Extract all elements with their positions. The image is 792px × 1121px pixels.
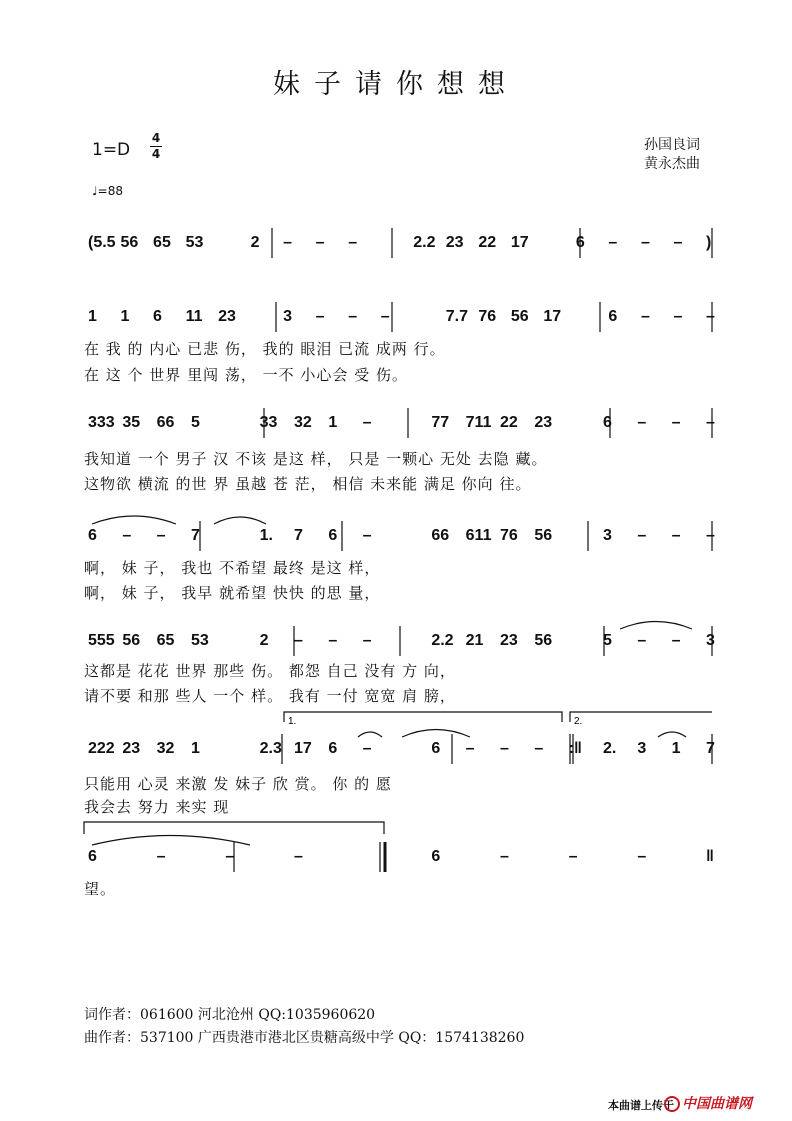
note-token: – [637,414,647,431]
lyric-line-5a: 只能用 心灵 来激 发 妹子 欣 赏。 你 的 愿 [84,775,392,793]
lyric-line-5b: 我会去 努力 来实 现 [84,798,230,816]
note-token: 6 [328,527,338,544]
note-token: – [534,740,544,757]
note-token: 6 [88,527,97,544]
note-token: – [640,308,650,325]
note-token: 23 [122,740,141,757]
note-token: – [500,740,509,757]
note-token: 6 [88,848,97,865]
note-token: 555 [88,632,115,649]
note-token: 3 [283,308,293,325]
note-token: – [465,740,475,757]
note-token: 56 [510,308,529,325]
time-signature-bottom: 4 [151,147,161,161]
note-token: – [315,308,325,325]
note-token: – [673,308,683,325]
note-token: – [637,848,647,865]
note-token: – [671,527,681,544]
note-token: – [706,414,715,431]
composer-info: 曲作者：537100 广西贵港市港北区贵糖高级中学 QQ：1574138260 [84,1030,525,1046]
note-token: – [362,740,372,757]
lyric-line-3a: 啊， 妹 子， 我也 不希望 最终 是这 样， [84,559,381,577]
note-token: – [348,234,358,251]
lyric-line-6a: 望。 [84,880,117,898]
note-token: 77 [431,414,450,431]
lyric-line-4a: 这都是 花花 世界 那些 伤。 都怨 自己 没有 方 向， [84,662,456,680]
note-token: 32 [156,740,175,757]
note-token: 32 [294,414,312,431]
note-token: – [328,632,338,649]
note-token: 7 [294,527,303,544]
upload-text: 本曲谱上传于 [608,1099,674,1112]
site-logo-text: 中国曲谱网 [682,1096,752,1112]
note-token: (5.5 [88,234,116,251]
note-token: – [225,848,235,865]
note-token: – [362,414,372,431]
note-token: 21 [465,632,484,649]
note-token: 6 [608,308,618,325]
note-token: 23 [445,234,464,251]
lyricist-info: 词作者：061600 河北沧州 QQ:1035960620 [84,1007,376,1023]
note-token: 11 [185,308,203,325]
volta-2: 2. [574,716,583,727]
composer-credit: 黄永杰曲 [644,156,700,172]
note-token: 17 [294,740,312,757]
note-token: 17 [543,308,562,325]
lyric-line-2a: 我知道 一个 男子 汉 不该 是这 样， 只是 一颗心 无处 去隐 藏。 [84,450,548,468]
note-token: 65 [156,632,175,649]
key-signature: 1=D [92,140,131,160]
note-token: 56 [534,527,553,544]
note-token: 6 [575,234,585,251]
note-token: 222 [88,740,115,757]
note-token: – [315,234,325,251]
site-logo[interactable] [664,1093,752,1113]
note-token: 711 [465,414,492,431]
note-token: 7 [706,740,715,757]
note-token: 23 [500,632,518,649]
note-token: 35 [122,414,141,431]
note-token: – [706,308,715,325]
note-token: – [671,632,681,649]
note-token: – [362,527,372,544]
lyric-line-1b: 在 这 个 世界 里闯 荡， 一不 小心会 受 伤。 [84,366,408,384]
note-token: :‖ [568,740,582,757]
note-token: – [637,632,647,649]
note-token: 2.3 [259,740,282,757]
note-token: – [156,848,166,865]
score-title: 妹子请你想想 [273,69,519,100]
note-token: – [156,527,166,544]
note-token: 1. [259,527,273,544]
note-token: 1 [191,740,200,757]
note-token: – [122,527,132,544]
note-token: 6 [328,740,338,757]
lyric-line-2b: 这物欲 横流 的世 界 虽越 苍 茫， 相信 未来能 满足 你向 往。 [84,475,532,493]
note-token: – [706,527,715,544]
note-token: 6 [431,848,441,865]
note-token: ) [706,234,712,251]
note-token: 1 [328,414,338,431]
note-token: 5 [603,632,612,649]
note-token: 23 [534,414,553,431]
note-token: 3 [603,527,612,544]
note-token: 333 [88,414,115,431]
note-token: ‖ [706,848,714,865]
note-token: 2 [259,632,269,649]
time-signature-top: 4 [151,131,161,145]
note-token: 66 [431,527,450,544]
note-token: 2.2 [431,632,454,649]
note-token: 17 [510,234,529,251]
note-token: – [283,234,293,251]
note-token: – [671,414,681,431]
note-token: 7.7 [445,308,469,325]
note-token: 2.2 [413,234,436,251]
note-token: 1 [671,740,681,757]
note-token: – [348,308,358,325]
volta-1: 1. [288,716,297,727]
note-token: 6 [153,308,162,325]
note-token: – [568,848,578,865]
lyricist-credit: 孙国良词 [644,137,700,153]
note-token: 7 [191,527,200,544]
note-token: 2. [603,740,617,757]
note-token: 53 [185,234,204,251]
note-token: – [637,527,647,544]
note-token: – [500,848,509,865]
note-token: 22 [500,414,518,431]
note-token: 3 [637,740,647,757]
note-token: 56 [122,632,141,649]
lyric-line-3b: 啊， 妹 子， 我早 就希望 快快 的思 量， [84,584,381,602]
lyric-line-1a: 在 我 的 内心 已悲 伤， 我的 眼泪 已流 成两 行。 [84,340,446,358]
note-token: 56 [534,632,553,649]
note-token: – [380,308,390,325]
note-token: 76 [478,308,497,325]
note-token: – [294,848,303,865]
note-token: – [608,234,618,251]
note-token: 611 [465,527,492,544]
lyric-line-4b: 请不要 和那 些人 一个 样。 我有 一付 宽宽 肩 膀， [84,687,456,705]
note-token: 56 [120,234,139,251]
note-token: 66 [156,414,175,431]
note-token: – [362,632,372,649]
note-token: 65 [153,234,171,251]
site-logo-icon [664,1096,680,1112]
note-token: – [294,632,303,649]
note-token: 1 [88,308,97,325]
note-token: 3 [706,632,715,649]
note-token: 6 [603,414,612,431]
note-token: 1 [120,308,130,325]
note-token: 2 [250,234,260,251]
note-token: 5 [191,414,200,431]
note-token: 23 [218,308,236,325]
note-token: 33 [259,414,278,431]
tempo-marking: ♩=88 [92,184,123,198]
note-token: 6 [431,740,441,757]
note-token: 22 [478,234,497,251]
note-token: 53 [191,632,209,649]
note-token: 76 [500,527,518,544]
note-token: – [673,234,683,251]
note-token: – [640,234,650,251]
